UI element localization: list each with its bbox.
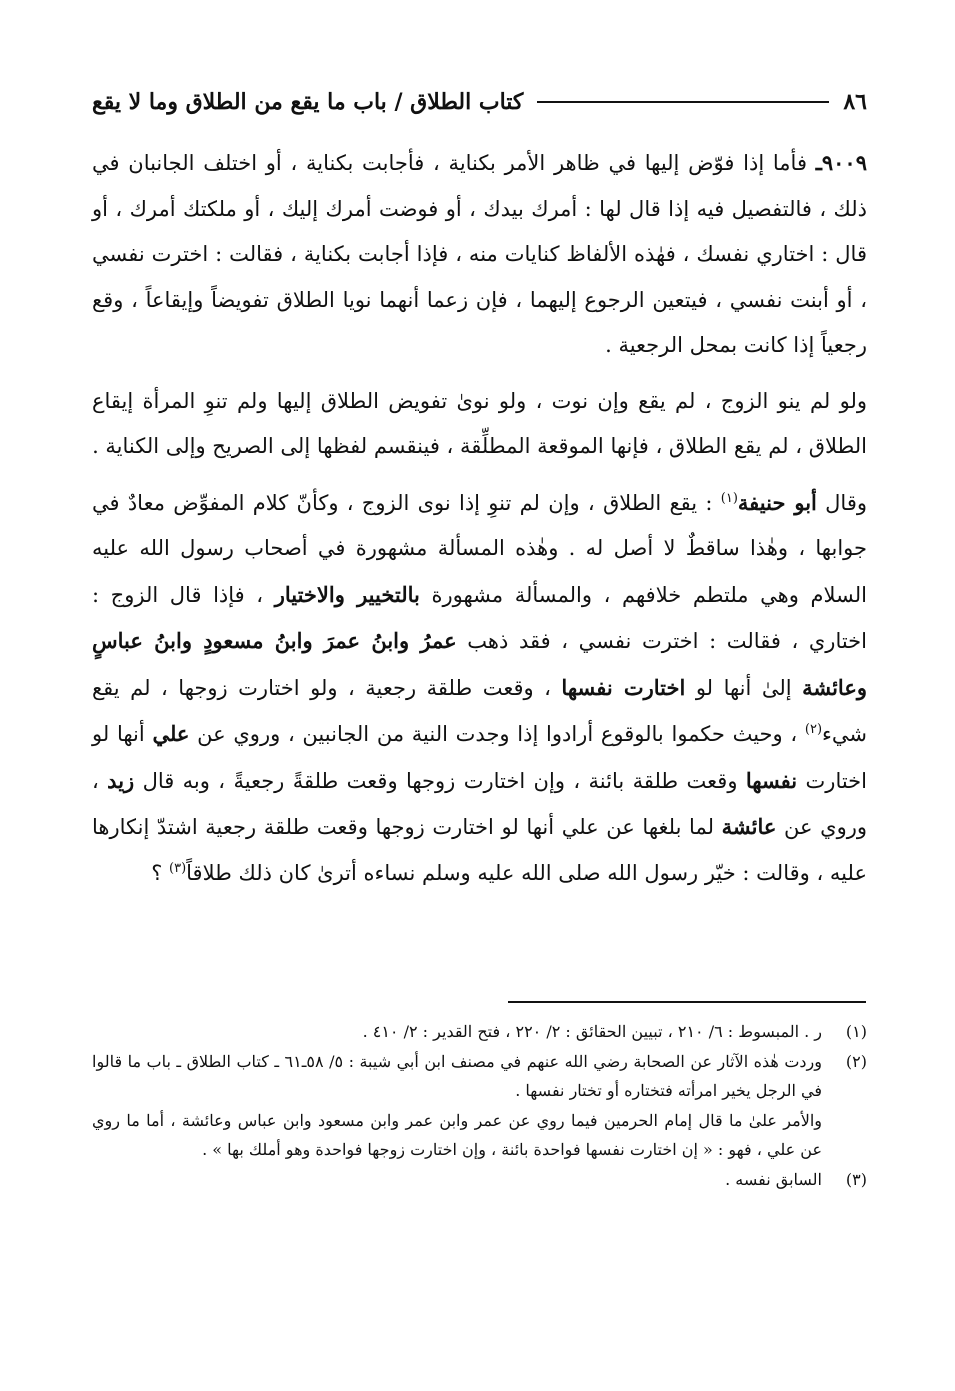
text-run: وقعت طلقة بائنة ، وإن اختارت زوجها وقعت طلقةً رجعيةً ، وبه قال xyxy=(134,768,746,793)
paragraph-number: ٩٠٠٩ـ xyxy=(815,150,867,175)
text-run: ، وحيث حكموا بالوقوع أرادوا إذا وجدت النية من الجانبين ، وروي عن xyxy=(189,722,805,746)
header-rule xyxy=(537,101,829,103)
footnote-number: (٣) xyxy=(845,1169,867,1189)
footnote-number: (٢) xyxy=(845,1051,867,1071)
footnote-text: ر . المبسوط : ٦/ ٢١٠ ، تبيين الحقائق : ٢/ ٢٢٠ ، فتح القدير : ٢/ ٤١٠ . xyxy=(362,1022,822,1041)
text-run: : يقع الطلاق ، وإن لم تنوِ إذا نوى الزوج ، وكأنّ كلام المفوِّض معادٌ في جوابها ، وهٰذا ساقطٌ لا أصل له . وهٰذه المسألة مشهورة في أصحاب رسول الله عليه السلام وهي ملتطم خلافهم ، والمسألة مشهورة xyxy=(92,490,867,607)
footnote-ref: (١) xyxy=(720,490,738,506)
text-run: ؟ xyxy=(151,860,170,885)
bold-term: اختارت نفسها xyxy=(561,674,686,700)
chapter-title: كتاب الطلاق / باب ما يقع من الطلاق وما لا يقع xyxy=(92,89,524,115)
bold-term: نفسها xyxy=(745,767,798,793)
bold-term: بالتخيير والاختيار xyxy=(274,581,420,607)
footnotes xyxy=(92,1017,867,1194)
bold-name: زيد xyxy=(107,767,135,793)
page-number: ٨٦ xyxy=(843,89,867,115)
footnote-number: (١) xyxy=(845,1022,867,1041)
main-text xyxy=(92,140,867,906)
text-run: وقال xyxy=(816,490,867,515)
paragraph-text: فأما إذا فوّض إليها في ظاهر الأمر بكناية ، فأجابت بكناية ، أو اختلف الجانبان في ذلك ، فالتفصيل فيه إذا قال لها : أمرك بيدك ، أو فوضت أمرك إليك ، أو ملكتك أمرك ، أو قال : اختاري نفسك ، فهٰذه الألفاظ كنايات منه ، فإذا أجابت بكناية ، فقالت : اخترت نفسي ، أو أبنت نفسي ، فيتعين الرجوع إليهما ، فإن زعما أنهما نويا الطلاق تفويضاً وإيقاعاً ، وقع رجعياً إذا كانت بمحل الرجعية . xyxy=(92,151,867,357)
running-header xyxy=(92,82,867,122)
bold-name: أبو حنيفة xyxy=(737,489,817,515)
paragraph-9009 xyxy=(92,140,867,369)
text-run: ، فإذا قال الزوج : اختاري ، فقالت : اخترت نفسي ، فقد ذهب xyxy=(92,582,867,653)
footnote-separator xyxy=(508,1001,866,1003)
text-run: لما بلغها عن علي أنها لو اختارت زوجها وقعت طلقة رجعية اشتدّ إنكارها عليه ، وقالت : خيّر رسول الله صلى الله عليه وسلم نساءه أترىٰ كان ذلك طلاقاً xyxy=(92,815,867,885)
text-run: ، وروي عن xyxy=(92,768,867,839)
bold-name: عائشة xyxy=(721,814,777,839)
footnote-1 xyxy=(92,1017,867,1047)
paragraph xyxy=(92,480,867,897)
text-run: إلىٰ أنها لو xyxy=(685,675,803,700)
footnote-text: وردت هٰذه الآثار عن الصحابة رضي الله عنهم في مصنف ابن أبي شيبة : ٥/ ٥٨ـ٦١ ـ كتاب الطلاق ـ باب ما قالوا في الرجل يخير امرأته فتختاره أو تختار نفسها . xyxy=(92,1051,823,1100)
text-run: ، وقعت طلقة رجعية ، ولو اختارت زوجها ، لم يقع شيء xyxy=(92,675,867,746)
footnote-3 xyxy=(92,1165,867,1195)
footnote-2 xyxy=(92,1047,867,1106)
footnote-text: السابق نفسه . xyxy=(725,1169,822,1189)
paragraph: ولو لم ينو الزوج ، لم يقع وإن نوت ، ولو نوىٰ تفويض الطلاق إليها ولم تنوِ المرأة إيقاع الطلاق ، لم يقع الطلاق ، فإنها الموقعة المطلِّقة ، فينقسم لفظها إلى الصريح وإلى الكناية . xyxy=(92,388,867,458)
text-run: أنها لو اختارت xyxy=(92,722,867,793)
bold-name: علي xyxy=(152,721,190,746)
footnote-2-continuation: والأمر علىٰ ما قال إمام الحرمين فيما روي عن عمر وابن عمر وابن مسعود وابن عباس وعائشة ، أما ما روي عن علي ، فهو : « إن اختارت نفسها فواحدة بائنة ، وإن اختارت زوجها فواحدة وهو أملك بها » . xyxy=(92,1110,823,1159)
footnote-ref: (٣) xyxy=(169,860,187,876)
footnote-ref: (٢) xyxy=(804,722,823,737)
bold-names: عمرُ وابنُ عمرَ وابنُ مسعودٍ وابنُ عباسٍ وعائشة xyxy=(92,628,867,700)
